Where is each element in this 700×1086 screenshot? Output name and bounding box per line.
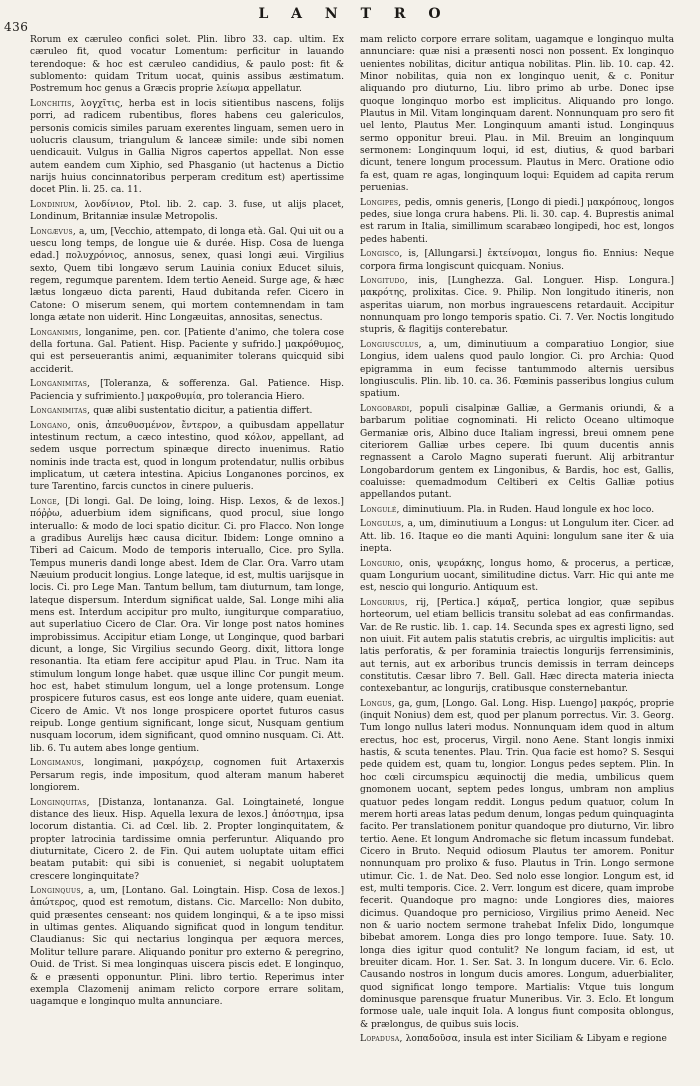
dictionary-entry (360, 597, 674, 696)
dictionary-entry (360, 1033, 674, 1045)
dictionary-entry (360, 34, 674, 194)
entry-text: λοπαδοῦσα, insula est inter Siciliam & Libyam e regione (405, 1034, 667, 1045)
dictionary-entry (360, 518, 674, 555)
dictionary-entry (360, 339, 674, 401)
page-number: 436 (4, 20, 29, 34)
entry-headword: Longipes, (360, 197, 402, 208)
entry-text: [Distanza, lontananza. Gal. Loingtaineté, longue distance des lieux. Hisp. Aquella lexura de lexos.] ἀπόστημα, ipsa locorum distantia. Ci. ad Cœl. lib. 2. Propter longinquitatem, & propter latrocinia tardissime omnia perferuntur. Aliquando pro diuturnitate, Cicero 2. de Fin. Qui autem uoluptate uitam effici beatam putabit: qui sibi is conueniet, si negabit uoluptatem crescere longinquitate? (30, 797, 344, 882)
entry-text: a, um, [Vecchio, attempato, di longa età. Gal. Qui uit ou a uescu long temps, de longue uie & durée. Hisp. Cosa de luenga edad.] πολυχρόνιος, annosus, senex, quasi longi æui. Virgilius sexto, Quem tibi longævo serum Lauinia coniux Educet siluis, regem, regumque parentem. Idem tertio Aeneid. Surge age, & hæc lætus longæuo dicta parenti, Haud dubitanda refer. Cicero in Catone: O miserum senem, qui mortem contemnendam in tam longa ætate non uiderit. Hinc Longæuitas, annositas, senectus. (30, 226, 344, 324)
entry-headword: Longævus, (30, 226, 77, 237)
entry-headword: Longiusculus, (360, 340, 422, 350)
entry-headword: Longitudo, (360, 276, 409, 287)
entry-text: onis, ἀπευθυσμένον, ἔντερον, a quibusdam appellatur intestinum rectum, a cæco intestino, quod κόλον, appellant, ad sedem usque porrectum spinæque directo inuenimus. Ratio nominis inde tracta est, quod in longum protendatur, nullis orbibus implicatum, ut cætera intestina. Apicius Longanones porcinos, ex ture Tarentino, farcis cunctos in cinere pulueris. (30, 420, 344, 493)
entry-headword: Longobardi, (360, 403, 413, 414)
dictionary-entry (30, 885, 344, 1008)
dictionary-entry (360, 403, 674, 502)
entry-text: populi cisalpinæ Galliæ, a Germanis oriundi, & a barbarum politiae cognominati. Hi relicto Oceano ultimoque Germaniæ oris, Albino duce Italiam ingressi, breui omnem pene citeriorem Galliæ urbes cepere. Ibi quum ducentis annis regnassent a Carolo Magno superati fuerunt. Alij arbitrantur Longobardorum gentem ex Lingonibus, & Bardis, hoc est, Gallis, coaluisse: quemadmodum Celtiberi ex Celtis Galliæ potius appellandos putant. (360, 403, 674, 501)
dictionary-entry (30, 378, 344, 403)
entry-text: [Di longi. Gal. De loing, loing. Hisp. Lexos, & de lexos.] πόῤῥω, aduerbium idem significans, quod procul, siue longo interuallo: & modo de loci spatio dicitur. Ci. pro Flacco. Non longe a gradibus Aurelijs hæc causa dicitur. Ibidem: Longe omnino a Tiberi ad Caicum. Modo de temporis interuallo, Cice. pro Sylla. Tempus muneris dandi longe abest. Idem de Clar. Ora. Varro utam Næuium producit longius. Longe lateque, id est, multis uarijsque in locis. Ci. pro Lege Man. Tantum bellum, tam diuturnum, tam longe, lateque dispersum. Interdum significat ualde, Sal. Longe mihi alia mens est. Interdum accipitur pro multo, iungiturque comparatiuo, aut superlatiuo Cicero de Clar. Ora. Vir longe post natos homines improbissimus. Accipitur etiam Longe, ut Longinque, quod barbari dicunt, a longe, Sic Virgilius secundo Georg. dixit, littora longe resonantia. Ita etiam fere accipitur apud Plau. in Truc. Nam ita stimulum longum longe habet. quæ usque illinc Cor pungit meum. hoc est, habet stimulum longum, uel a longe protensum. Longe prospicere futuros casus, est eos longe ante uidere, quam eueniat. Cicero de Amic. Vt nos longe prospicere oportet futuros casus reipub. Longe gentium significant, longe sicut, Nusquam gentium nusquam locorum, idem significant, quod omnino nusquam. Ci. Att. lib. 6. Tu autem abes longe gentium. (30, 496, 344, 754)
entry-text: mam relicto corpore errare solitam, uagamque e longinquo multa annunciare: quæ nisi a præsenti nosci non possent. Ex longinquo uenientes nobilitas, dicitur antiqua nobilitas. Plin. lib. 10. cap. 42. Minor nobilitas, quia non ex longinquo uenit, & c. Ponitur aliquando pro diuturno, Liu. libro primo ab urbe. Donec ipse quoque longinquo morbo est implicitus. Aliquando pro longo. Plautus in Mil. Vitam longinquam darent. Nonnunquam pro sero fit uel lento, Plautus Mer. Longinquum amanti istud. Longinquus sermo opponitur breui. Plau. in Mil. Breuim an longinquum sermonem: Longinquum loqui, id est, diutius, & quod barbari dicunt, tenere longum processum. Plautus in Merc. Oratione odio fa est, quam re agas, longinquum loqui: Equidem ad capita rerum peruenias. (360, 35, 674, 194)
entry-text: Rorum ex cæruleo confici solet. Plin. libro 33. cap. ultim. Ex cæruleo fit, quod vocatur Lomentum: perficitur in lauando terendoque: & hoc est cæruleo candidius, & paulo post: fit & sublomento: quidam Tritum uocat, quinis assibus æstimatum. Postremum hoc genus a Græcis proprie λείωμα appellatur. (30, 35, 344, 95)
dictionary-entry (30, 757, 344, 794)
entry-headword: Longurio, (360, 558, 404, 569)
entry-headword: Longinquitas, (30, 797, 90, 808)
entry-text: longanime, pen. cor. [Patiente d'animo, che tolera cose della fortuna. Gal. Patient. Hisp. Paciente y sufrido.] μακρόθυμος, qui est perseuerantis animi, æquanimiter tolerans quicquid sibi acciderit. (30, 327, 344, 375)
entry-text: diminutiuum. Pla. in Ruden. Haud longule ex hoc loco. (402, 504, 655, 515)
right-column (360, 34, 674, 1079)
entry-headword: Longulé, (360, 504, 400, 515)
dictionary-entry (30, 226, 344, 325)
dictionary-entry (360, 275, 674, 337)
dictionary-entry (30, 327, 344, 376)
dictionary-entry (360, 248, 674, 273)
entry-headword: Longinquus, (30, 886, 84, 897)
entry-headword: Londinium, (30, 199, 79, 210)
dictionary-entry (360, 558, 674, 595)
dictionary-entry (360, 504, 674, 516)
running-head: L A N T R O (258, 6, 450, 22)
entry-text: a, um, diminutiuum a comparatiuo Longior, siue Longius, idem ualens quod paulo longior. Ci. pro Archia: Quod epigramma in eum fecisse tantummodo alternis uersibus longiusculis. Plin. lib. 10. ca. 36. Fœminis passeribus longius culum spatium. (360, 340, 674, 400)
entry-headword: Lonchitis, (30, 98, 75, 109)
entry-text: longimani, μακρόχειρ, cognomen fuit Artaxerxis Persarum regis, inde impositum, quod alteram manum haberet longiorem. (30, 758, 344, 793)
dictionary-entry (30, 405, 344, 417)
entry-text: pedis, omnis generis, [Longo di piedi.] μακρόπους, longos pedes, siue longa crura habens. Pli. li. 30. cap. 4. Buprestis animal est rarum in Italia, simillimum scarabæo longipedi, hoc est, longos pedes habenti. (360, 197, 674, 245)
dictionary-entry (30, 98, 344, 197)
entry-text: a, um, [Lontano. Gal. Loingtain. Hisp. Cosa de lexos.] ἀπώτερος, quod est remotum, distans. Cic. Marcello: Non dubito, quid præsentes censeant: nos quidem longinqui, & a te ipso missi in ultimas gentes. Aliquando significat quod in longum tenditur. Claudianus: Sic qui nectarius longinqua per æquora merces, Molitur tellure parare. Aliquando ponitur pro externo & peregrino, Ouid. de Trist. Si mea longinquas uiscera piscis edet. E longinquo, & e præsenti opponuntur. Plini. libro tertio. Reperimus inter exempla Clazomenij animam relicto corpore errare solitam, uagamque e longinquo multa annunciare. (30, 886, 344, 1008)
entry-text: is, [Allungarsi.] ἐκτείνομαι, longus fio. Ennius: Neque corpora firma longiscunt quicquam. Nonius. (360, 249, 674, 272)
entry-text: λογχῖτις, herba est in locis sitientibus nascens, folijs porri, ad radicem rubentibus, flores habens ceu galericulos, personis comicis similes paruam exerentes linguam, semen uero in uolucris clausum, triangulum & lanceæ simile: unde sibi nomen uendicauit. Vulgus in Gallia Nigros capertos appellat. Non esse autem eandem cum Xiphio, sed Phasganio (ut hactenus a Dictio narijs huius concinnatoribus perperam creditum est) apertissime docet Plin. li. 25. ca. 11. (30, 98, 344, 196)
entry-headword: Longimanus, (30, 758, 85, 769)
dictionary-entry (30, 496, 344, 755)
entry-text: λονδίνιον, Ptol. lib. 2. cap. 3. fuse, ut alijs placet, Londinum, Britanniæ insulæ Metropolis. (30, 199, 344, 223)
entry-headword: Longe, (30, 496, 61, 507)
entry-headword: Longano, (30, 420, 71, 431)
entry-headword: Longanimitas, (30, 406, 91, 417)
left-column (30, 34, 344, 1079)
dictionary-entry (30, 34, 344, 96)
entry-headword: Longisco, (360, 249, 403, 260)
entry-headword: Longulus, (360, 519, 405, 530)
entry-text: quæ alibi sustentatio dicitur, a patientia differt. (93, 406, 313, 417)
entry-headword: Longanimitas, (30, 379, 91, 390)
entry-text: rij, [Pertica.] κάμαξ, pertica longior, quæ sepibus horteorum, uel etiam bellicis transitu solebat ad eas confirmandas. Var. de Re rustic. lib. 1. cap. 14. Secunda spes ex agresti ligno, sed non uiuit. Fit autem palis statutis crebris, ac uirgultis implicitis: aut latis perforatis, & per foraminia traiectis longurijs ferrensiminis, aut ternis, aut ex arboribus truncis demissis in terram deinceps constitutis. Cæsar libro 7. Bell. Gall. Hæc directa materia iniecta contexebantur, ac longurijs, cratibusque consternebantur. (360, 597, 674, 695)
dictionary-entry (30, 199, 344, 224)
entry-headword: Lopadusa, (360, 1034, 403, 1045)
entry-text: a, um, diminutiuum a Longus: ut Longulum iter. Cicer. ad Att. lib. 16. Itaque eo die manti Aquini: longulum sane iter & uia inepta. (360, 519, 674, 555)
entry-headword: Longus, (360, 698, 396, 709)
dictionary-entry (30, 797, 344, 883)
page-header (28, 6, 680, 28)
entry-text: inis, [Lunghezza. Gal. Longuer. Hisp. Longura.] μακρότης, prolixitas. Cice. 9. Philip. Non longitudo itineris, non asperitas uiarum, non morbus ingrauescens retardauit. Accipitur nonnunquam pro longo temporis spatio. Ci. 7. Ver. Noctis longitudo stupris, & flagitijs conterebatur. (360, 276, 674, 336)
entry-headword: Longurius, (360, 597, 409, 608)
dictionary-entry (360, 698, 674, 1031)
entry-text: ga, gum, [Longo. Gal. Long. Hisp. Luengo] μακρός, proprie (inquit Nonius) dem est, quod per planum porrectus. Vir. 3. Georg. Tum longo nullus lateri modus. Nonnunquam idem quod in altum erectus, hoc est, procerus, Virgil. nono Aene. Stant longis inmixi hastis, & scuta tenentes. Plau. Trin. Qua facie est homo? S. Sesqui pede quidem est, quam tu, longior. Longus pedes septem. Plin. In hoc cœli circumspicu æquinoctij die media, umbilicus quem gnomonem uocant, septem pedes longus, umbram non amplius quatuor pedes longam reddit. Longus pedum quatuor, colum In merem horti areas latas pedum denum, longas pedum quinquaginta facito. Per translationem ponitur quandoque pro diuturno, Vir. libro tertio. Aene. Et longum Andromache sic fletum incassum fundebat. Cicero in Bruto. Nequid odiosum Plautus ter amorem. Ponitur nonnunquam pro prolixo & fuso. Plautus in Trin. Longo sermone utimur. Cic. 1. de Nat. Deo. Sed nolo esse longior. Longum est, id est, multi temporis. Cice. 2. Verr. longum est dicere, quam improbe fecerit. Quandoque pro magno: unde Longiores dies, maiores dicimus. Quandoque pro pernicioso, Virgilius primo Aeneid. Nec non & uario noctem sermone trahebat Infelix Dido, longumque bibebat amorem. Longa dies pro longo tempore. Iuue. Saty. 10. longa dies igitur quod contulit? Ne longum faciam, id est, ut breuiter dicam. Hor. 1. Ser. Sat. 3. In longum ducere. Vir. 6. Eclo. Causando nostros in longum ducis amores. Longum, aduerbialiter, quod significat longo tempore. Martialis: Vtque tuis longum dominusque parensque fruatur Muneribus. Vir. 3. Eclo. Et longum formose uale, uale inquit Iola. A longus fiunt composita oblongus, & prælongus, de quibus suis locis. (360, 698, 674, 1030)
entry-text: onis, ψευράκης, longus homo, & procerus, a perticæ, quam Longurium uocant, similitudine dictus. Varr. Hic qui ante me est, nescio qui longurio. Antiquum est. (360, 558, 674, 594)
entry-text: [Toleranza, & sofferenza. Gal. Patience. Hisp. Paciencia y sufrimiento.] μακροθυμία, pro tolerancia Hiero. (30, 379, 344, 402)
dictionary-entry (30, 420, 344, 494)
entry-headword: Longanimis, (30, 327, 82, 338)
dictionary-entry (360, 197, 674, 246)
